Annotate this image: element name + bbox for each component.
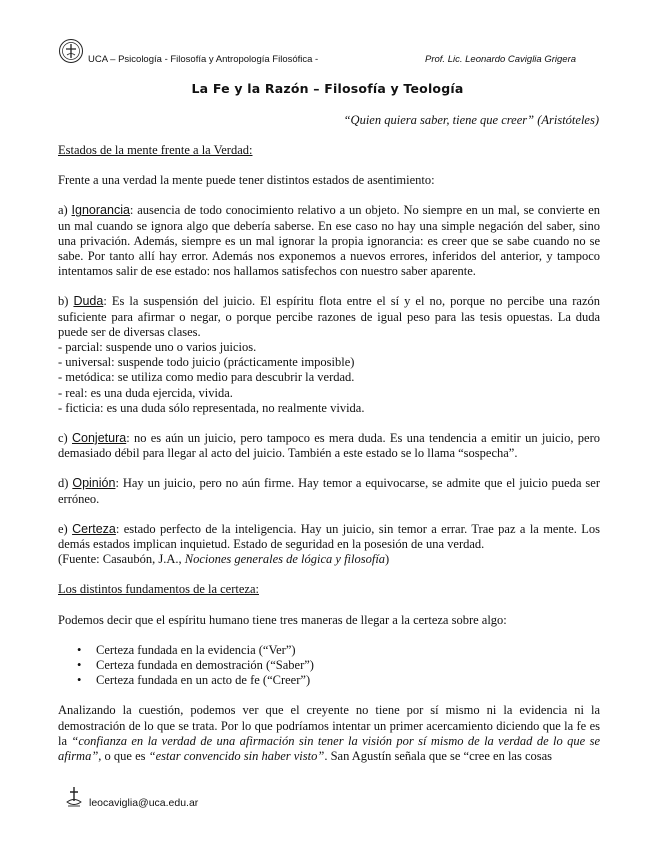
document-body [58, 143, 600, 764]
faith-definition-quote: “confianza en la verdad de una afirmación sin tener la visión por sí mismo de la verdad de lo que se afirma” [58, 733, 600, 764]
list-item: - metódica: se utiliza como medio para descubrir la verdad. [58, 370, 355, 385]
author-email[interactable]: leocaviglia@uca.edu.ar [89, 797, 199, 809]
epigraph-quote: “Quien quiera saber, tiene que creer” (Aristóteles) [343, 113, 599, 127]
term-opinion: Opinión [72, 476, 116, 491]
source-suffix: ) [385, 552, 390, 567]
analysis-text-3: . San Agustín señala que se “cree en las cosas [324, 749, 553, 764]
item-prefix: e) [58, 521, 73, 536]
paragraph-conjetura [58, 431, 600, 461]
section-heading-fundamentos: Los distintos fundamentos de la certeza: [58, 582, 259, 597]
item-prefix: b) [58, 294, 74, 309]
source-citation [58, 552, 600, 567]
paragraph-duda [58, 294, 600, 340]
item-prefix: d) [58, 476, 73, 491]
paragraph-ignorancia [58, 203, 600, 279]
header-professor: Prof. Lic. Leonardo Caviglia Grigera [425, 54, 577, 65]
definition-text: : estado perfecto de la inteligencia. Hay un juicio, sin temor a errar. Trae paz a la mente. Los demás estados implican inquietud. Estado de seguridad en la posesión de una verdad. [58, 521, 600, 552]
list-item: - ficticia: es una duda sólo representada, no realmente vivida. [58, 400, 365, 415]
term-certeza: Certeza [72, 521, 116, 536]
seal-mark-icon [64, 785, 84, 809]
list-item: - real: es una duda ejercida, vivida. [58, 385, 233, 400]
term-duda: Duda [73, 294, 104, 309]
page-footer [64, 785, 364, 811]
header-course: UCA – Psicología - Filosofía y Antropología Filosófica - [88, 54, 319, 65]
page-title: La Fe y la Razón – Filosofía y Teología [191, 81, 464, 96]
definition-text: : ausencia de todo conocimiento relativo a un objeto. No siempre en un mal, se convierte en un mal cuando se ignora algo que debería saberse. En ese caso no hay una simple negación del saber, sino una privación. Además, siempre es un mal ignorar la propia ignorancia: es creer que se sabe cuando no se sabe. Por tanto allí hay error. Además nos exponemos a nuevos errores, inferidos del anterior, y tampoco intentamos salir de ese estado: nos hallamos satisfechos con nuestro saber aparente. [58, 203, 600, 279]
certainty-list [58, 643, 600, 689]
source-title: Nociones generales de lógica y filosofía [184, 552, 386, 567]
list-item: - parcial: suspende uno o varios juicios. [58, 340, 257, 355]
term-ignorancia: Ignorancia [71, 203, 130, 218]
section-heading-estados: Estados de la mente frente a la Verdad: [58, 143, 253, 157]
list-item: - universal: suspende todo juicio (prácticamente imposible) [58, 355, 355, 370]
university-seal-icon [58, 38, 84, 64]
definition-text: : Hay un juicio, pero no aún firme. Hay temor a equivocarse, se admite que el juicio pueda ser erróneo. [58, 476, 601, 506]
paragraph-analysis [58, 703, 600, 764]
faith-short-quote: “estar convencido sin haber visto” [148, 749, 325, 764]
paragraph-opinion [58, 476, 600, 506]
section-intro: Podemos decir que el espíritu humano tiene tres maneras de llegar a la certeza sobre algo: [58, 612, 507, 627]
item-prefix: a) [58, 203, 72, 218]
source-prefix: (Fuente: Casaubón, J.A., [58, 552, 185, 567]
list-item: • Certeza fundada en demostración (“Saber”) [58, 658, 600, 673]
paragraph-certeza [58, 522, 600, 552]
term-conjetura: Conjetura [72, 431, 127, 446]
list-item: • Certeza fundada en un acto de fe (“Creer”) [58, 673, 600, 688]
analysis-text-1: Analizando la cuestión, podemos ver que el creyente no tiene por sí mismo ni la evidencia ni la demostración de lo que se trata. Por lo que podríamos intentar un primer acercamiento diciendo que la fe es la [58, 703, 600, 748]
analysis-text-2: , o que es [98, 749, 149, 764]
page-header [58, 38, 598, 68]
list-item: • Certeza fundada en la evidencia (“Ver”) [58, 643, 600, 658]
section-intro: Frente a una verdad la mente puede tener distintos estados de asentimiento: [58, 173, 435, 188]
item-prefix: c) [58, 431, 72, 446]
definition-text: : Es la suspensión del juicio. El espíritu flota entre el sí y el no, porque no percibe una razón suficiente para afirmar o negar, o porque percibe razones de igual peso para las tesis opuestas. La duda puede ser de diversas clases. [58, 294, 600, 339]
definition-text: : no es aún un juicio, pero tampoco es mera duda. Es una tendencia a emitir un juicio, pero demasiado débil para llegar al acto del juicio. También a este estado se lo llama “sospecha”. [58, 431, 600, 461]
